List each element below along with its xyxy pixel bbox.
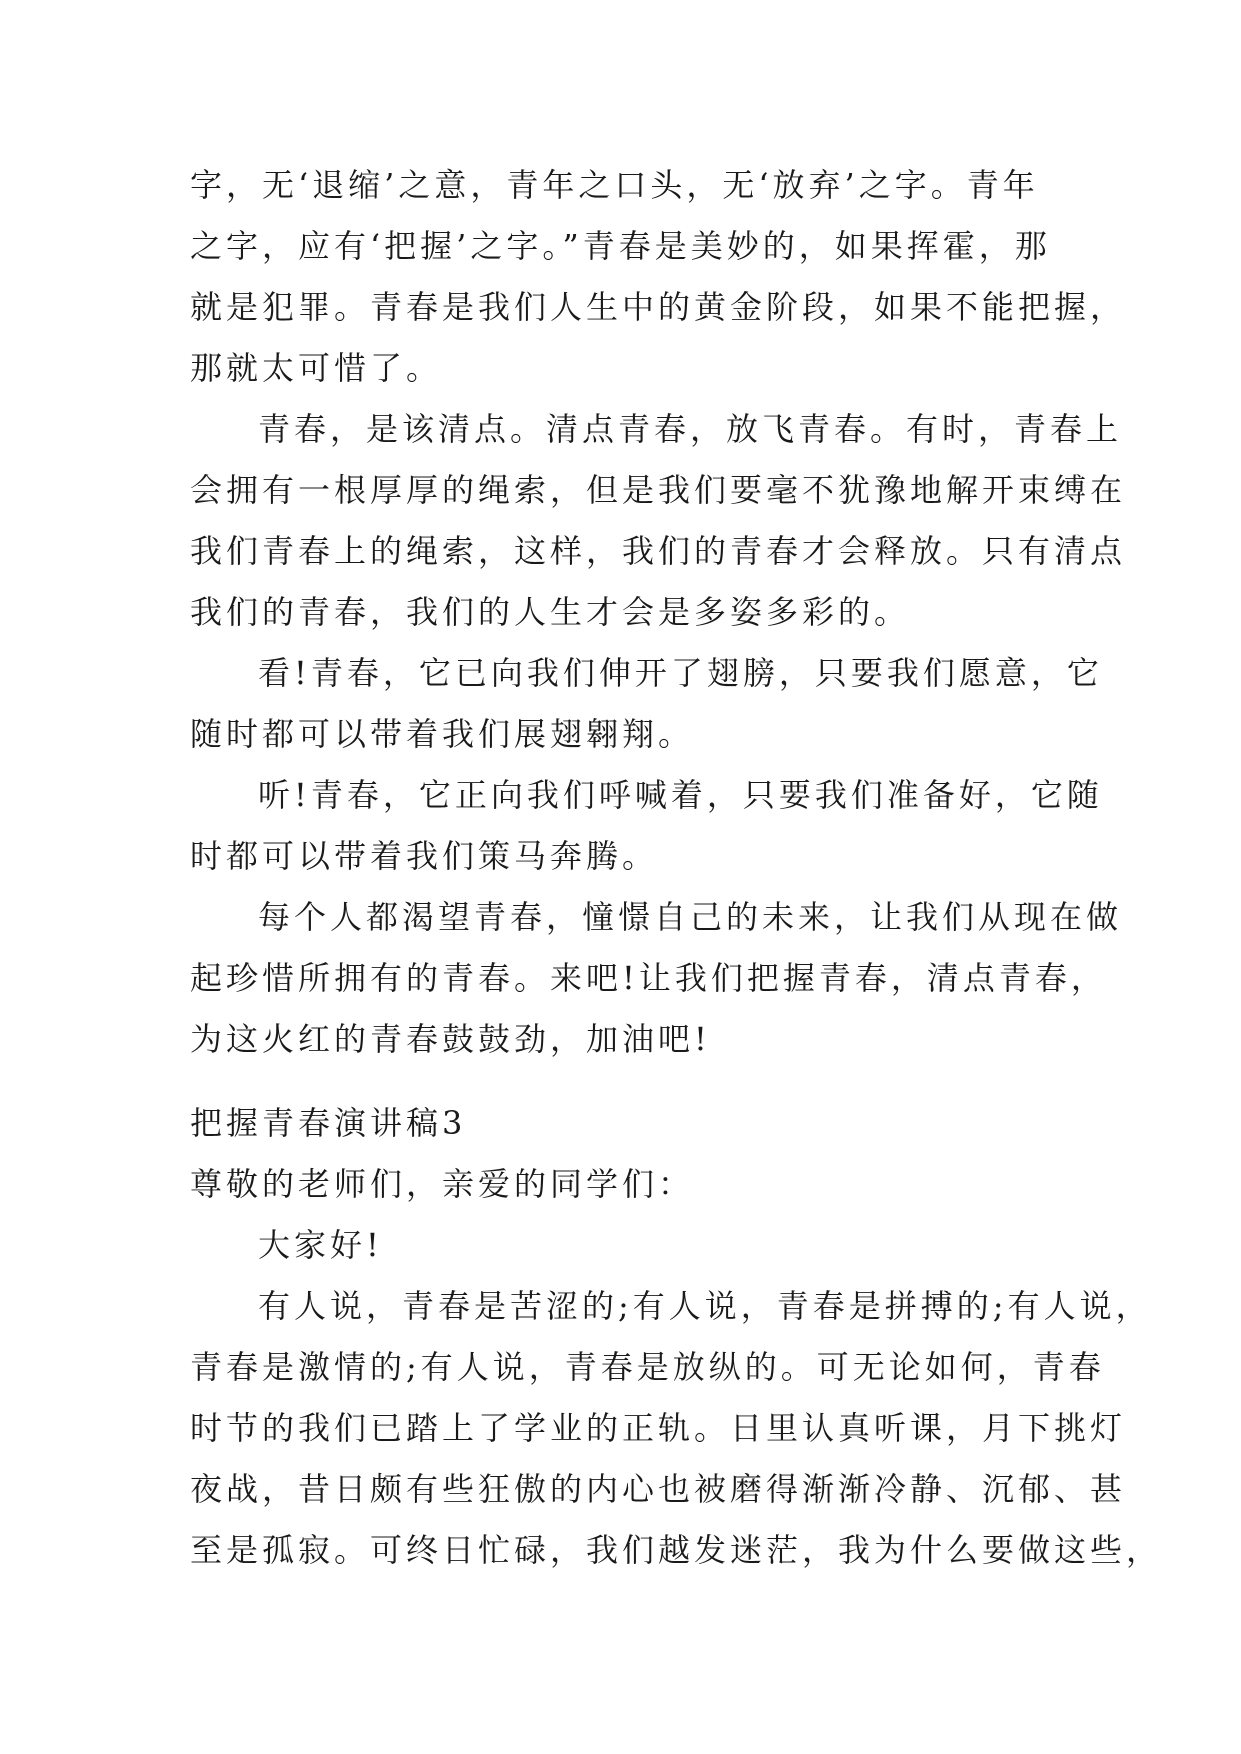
section-title: 把握青春演讲稿3 bbox=[190, 1104, 467, 1142]
text-line: 时都可以带着我们策马奔腾。 bbox=[190, 837, 659, 875]
text-line: 之字，应有‘把握’之字。”青春是美妙的，如果挥霍，那 bbox=[190, 227, 1051, 265]
text-line: 夜战，昔日颇有些狂傲的内心也被磨得渐渐冷静、沉郁、甚 bbox=[190, 1470, 1127, 1508]
body-text-top bbox=[190, 155, 1127, 1070]
text-line: 我们的青春，我们的人生才会是多姿多彩的。 bbox=[190, 593, 911, 631]
text-line: 每个人都渴望青春，憧憬自己的未来，让我们从现在做 bbox=[258, 898, 1123, 936]
text-line: 至是孤寂。可终日忙碌，我们越发迷茫，我为什么要做这些， bbox=[190, 1531, 1163, 1569]
text-line: 就是犯罪。青春是我们人生中的黄金阶段，如果不能把握， bbox=[190, 288, 1127, 326]
text-line: 青春，是该清点。清点青春，放飞青春。有时，青春上 bbox=[258, 410, 1123, 448]
text-line: 字，无‘退缩’之意，青年之口头，无‘放弃’之字。青年 bbox=[190, 166, 1039, 204]
body-text-bottom bbox=[190, 1154, 1163, 1581]
text-line: 随时都可以带着我们展翅翱翔。 bbox=[190, 715, 695, 753]
text-line: 时节的我们已踏上了学业的正轨。日里认真听课，月下挑灯 bbox=[190, 1409, 1127, 1447]
text-line: 看!青春，它已向我们伸开了翅膀，只要我们愿意，它 bbox=[258, 654, 1103, 692]
text-line: 起珍惜所拥有的青春。来吧!让我们把握青春，清点青春， bbox=[190, 959, 1107, 997]
text-line: 会拥有一根厚厚的绳索，但是我们要毫不犹豫地解开束缚在 bbox=[190, 471, 1127, 509]
text-line: 为这火红的青春鼓鼓劲，加油吧! bbox=[190, 1020, 711, 1058]
text-line: 有人说，青春是苦涩的;有人说，青春是拼搏的;有人说， bbox=[258, 1287, 1152, 1325]
text-line: 大家好! bbox=[258, 1226, 383, 1264]
text-line: 那就太可惜了。 bbox=[190, 349, 443, 387]
text-line: 青春是激情的;有人说，青春是放纵的。可无论如何，青春 bbox=[190, 1348, 1105, 1386]
greeting-line: 尊敬的老师们，亲爱的同学们： bbox=[190, 1165, 695, 1203]
text-line: 听!青春，它正向我们呼喊着，只要我们准备好，它随 bbox=[258, 776, 1103, 814]
text-line: 我们青春上的绳索，这样，我们的青春才会释放。只有清点 bbox=[190, 532, 1127, 570]
